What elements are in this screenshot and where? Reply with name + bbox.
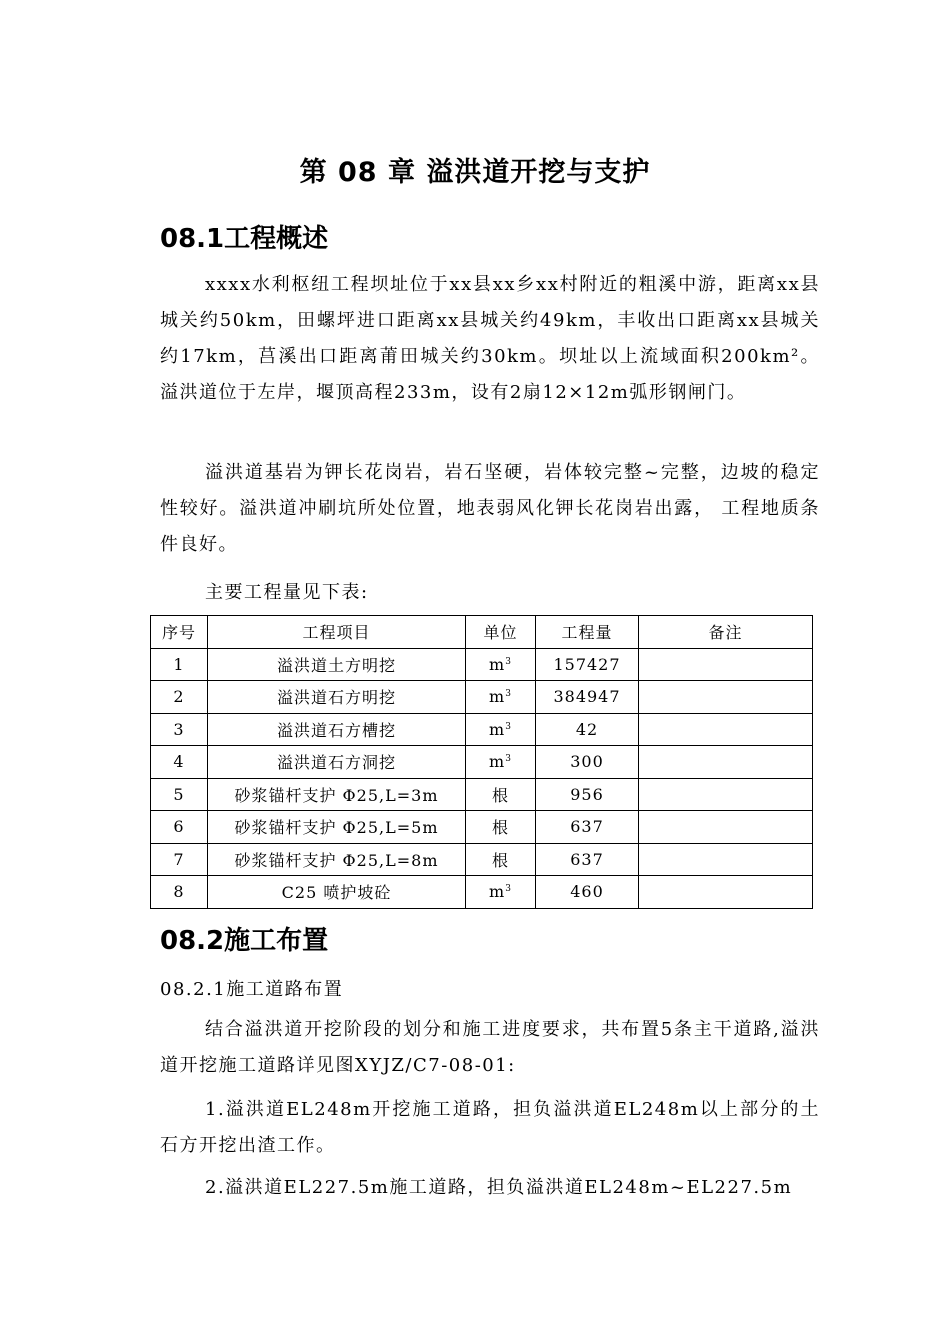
cell-unit — [466, 778, 536, 811]
cell-quantity: 637 — [536, 843, 639, 876]
table-intro: 主要工程量见下表: — [205, 582, 369, 603]
table-row — [151, 681, 813, 714]
table-row — [151, 778, 813, 811]
unit-superscript: 3 — [505, 656, 512, 667]
unit-superscript: 3 — [505, 689, 512, 700]
table-row — [151, 876, 813, 909]
unit-text: m — [489, 687, 506, 707]
header-unit: 单位 — [466, 616, 536, 649]
cell-quantity: 384947 — [536, 681, 639, 714]
overview-paragraph — [160, 267, 820, 411]
unit-text: 根 — [491, 818, 509, 838]
cell-no: 8 — [151, 876, 208, 909]
table-row — [151, 648, 813, 681]
overview-paragraph-text: xxxx水利枢纽工程坝址位于xx县xx乡xx村附近的粗溪中游，距离xx县城关约50km，田螺坪进口距离xx县城关约49km，丰收出口距离xx县城关约17km，莒溪出口距离莆田城关约30km。坝址以上流域面积200km²。溢洪道位于左岸，堰顶高程233m，设有2扇12×12m弧形钢闸门。 — [160, 274, 820, 403]
cell-item: 溢洪道石方明挖 — [208, 681, 466, 714]
cell-item: 砂浆锚杆支护 Φ25,L=8m — [208, 843, 466, 876]
unit-text: m — [489, 752, 506, 772]
cell-no: 2 — [151, 681, 208, 714]
header-quantity: 工程量 — [536, 616, 639, 649]
header-note: 备注 — [639, 616, 813, 649]
cell-quantity: 157427 — [536, 648, 639, 681]
cell-note — [639, 876, 813, 909]
cell-note — [639, 778, 813, 811]
cell-item: 砂浆锚杆支护 Φ25,L=5m — [208, 811, 466, 844]
cell-no: 5 — [151, 778, 208, 811]
section-heading-layout: 08.2施工布置 — [160, 926, 329, 956]
cell-unit — [466, 648, 536, 681]
unit-text: 根 — [491, 850, 509, 870]
cell-no: 6 — [151, 811, 208, 844]
road-item-1: 1.溢洪道EL248m开挖施工道路，担负溢洪道EL248m以上部分的土石方开挖出渣工作。 — [160, 1099, 820, 1156]
cell-quantity: 42 — [536, 713, 639, 746]
cell-unit — [466, 843, 536, 876]
cell-item: 溢洪道土方明挖 — [208, 648, 466, 681]
unit-text: 根 — [491, 785, 509, 805]
cell-quantity: 956 — [536, 778, 639, 811]
cell-item: 溢洪道石方洞挖 — [208, 746, 466, 779]
quantities-table — [150, 615, 813, 909]
unit-text: m — [489, 654, 506, 674]
cell-no: 7 — [151, 843, 208, 876]
unit-superscript: 3 — [505, 884, 512, 895]
cell-no: 3 — [151, 713, 208, 746]
cell-item: 溢洪道石方槽挖 — [208, 713, 466, 746]
table-body — [151, 648, 813, 908]
roads-paragraph: 结合溢洪道开挖阶段的划分和施工进度要求，共布置5条主干道路,溢洪道开挖施工道路详见图XYJZ/C7-08-01: — [160, 1019, 820, 1076]
chapter-title: 第 08 章 溢洪道开挖与支护 — [299, 157, 651, 188]
road-item-2: 2.溢洪道EL227.5m施工道路，担负溢洪道EL248m~EL227.5m — [205, 1177, 793, 1198]
table-row — [151, 811, 813, 844]
cell-no: 4 — [151, 746, 208, 779]
header-no: 序号 — [151, 616, 208, 649]
cell-quantity: 300 — [536, 746, 639, 779]
cell-note — [639, 648, 813, 681]
table-row — [151, 746, 813, 779]
cell-unit — [466, 746, 536, 779]
cell-item: 砂浆锚杆支护 Φ25,L=3m — [208, 778, 466, 811]
cell-unit — [466, 876, 536, 909]
cell-quantity: 460 — [536, 876, 639, 909]
cell-unit — [466, 713, 536, 746]
section-heading-overview: 08.1工程概述 — [160, 224, 329, 254]
cell-note — [639, 681, 813, 714]
cell-note — [639, 746, 813, 779]
unit-text: m — [489, 719, 506, 739]
cell-no: 1 — [151, 648, 208, 681]
subsection-heading-roads: 08.2.1施工道路布置 — [160, 979, 344, 1000]
cell-unit — [466, 681, 536, 714]
cell-unit — [466, 811, 536, 844]
geology-paragraph: 溢洪道基岩为钾长花岗岩，岩石坚硬，岩体较完整~完整，边坡的稳定性较好。溢洪道冲刷坑所处位置，地表弱风化钾长花岗岩出露， 工程地质条件良好。 — [160, 462, 820, 555]
cell-note — [639, 843, 813, 876]
cell-note — [639, 713, 813, 746]
cell-note — [639, 811, 813, 844]
cell-quantity: 637 — [536, 811, 639, 844]
cell-item: C25 喷护坡砼 — [208, 876, 466, 909]
table-header-row — [151, 616, 813, 649]
unit-text: m — [489, 882, 506, 902]
table-row — [151, 713, 813, 746]
unit-superscript: 3 — [505, 721, 512, 732]
header-item: 工程项目 — [208, 616, 466, 649]
unit-superscript: 3 — [505, 754, 512, 765]
table-row — [151, 843, 813, 876]
